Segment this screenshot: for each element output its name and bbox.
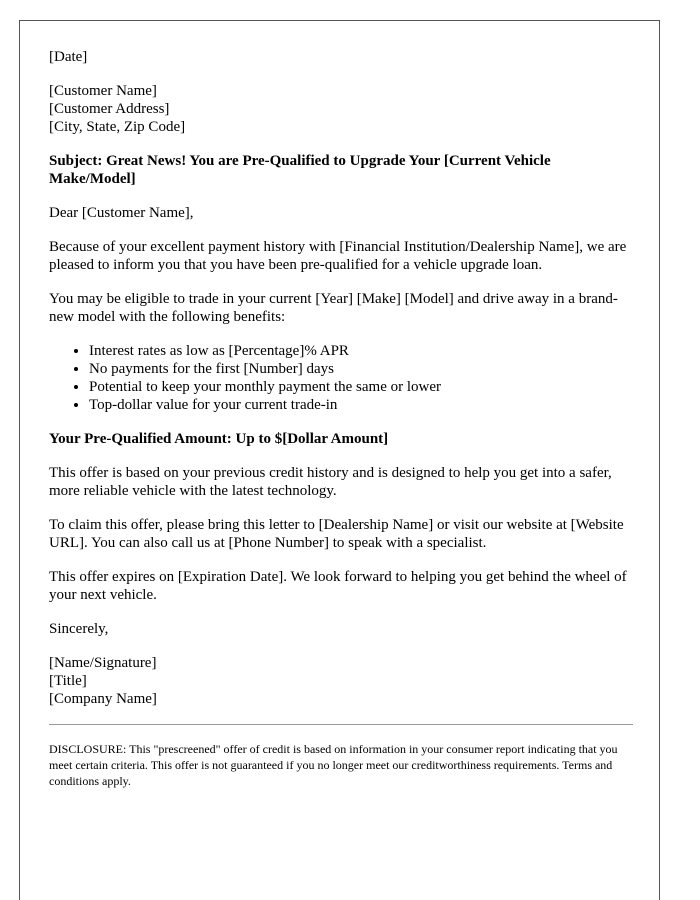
- benefit-item: • Top-dollar value for your current trade-in: [89, 396, 639, 414]
- signature-title: [Title]: [49, 673, 87, 689]
- body-paragraph-4: To claim this offer, please bring this letter to [Dealership Name] or visit our website at [Website URL]. You can also call us at [Phone Number] to speak with a specialist.: [49, 517, 624, 551]
- benefit-item: • No payments for the first [Number] days: [89, 360, 639, 378]
- body-paragraph-3: This offer is based on your previous credit history and is designed to help you get into a safer, more reliable vehicle with the latest technology.: [49, 465, 612, 499]
- body-paragraph-2: You may be eligible to trade in your current [Year] [Make] [Model] and drive away in a brand-new model with the following benefits:: [49, 291, 618, 325]
- signature-company: [Company Name]: [49, 691, 157, 707]
- letter-salutation: Dear [Customer Name],: [49, 205, 194, 221]
- pre-qualified-amount: Your Pre-Qualified Amount: Up to $[Dollar Amount]: [49, 431, 389, 447]
- letter-date: [Date]: [49, 49, 88, 65]
- benefit-item: • Potential to keep your monthly payment the same or lower: [89, 378, 639, 396]
- benefit-item: • Interest rates as low as [Percentage]% APR: [89, 342, 639, 360]
- recipient-address-block: [49, 82, 639, 136]
- letter-page: [19, 20, 660, 900]
- letter-content: [49, 48, 639, 789]
- signature-block: [49, 654, 639, 708]
- signature-name: [Name/Signature]: [49, 655, 157, 671]
- body-paragraph-5: This offer expires on [Expiration Date]. We look forward to helping you get behind the wheel of your next vehicle.: [49, 569, 627, 603]
- letter-closing: Sincerely,: [49, 621, 109, 637]
- disclosure-divider: [49, 724, 633, 725]
- recipient-name: [Customer Name]: [49, 83, 157, 99]
- body-paragraph-1: Because of your excellent payment history with [Financial Institution/Dealership Name], we are pleased to inform you that you have been pre-qualified for a vehicle upgrade loan.: [49, 239, 627, 273]
- recipient-city-state-zip: [City, State, Zip Code]: [49, 119, 186, 135]
- letter-subject: Subject: Great News! You are Pre-Qualified to Upgrade Your [Current Vehicle Make/Model]: [49, 153, 551, 187]
- disclosure-text: DISCLOSURE: This "prescreened" offer of credit is based on information in your consumer report indicating that you meet certain criteria. This offer is not guaranteed if you no longer meet our creditworthiness requirements. Terms and conditions apply.: [49, 742, 618, 788]
- benefits-list: [49, 342, 639, 414]
- recipient-address: [Customer Address]: [49, 101, 170, 117]
